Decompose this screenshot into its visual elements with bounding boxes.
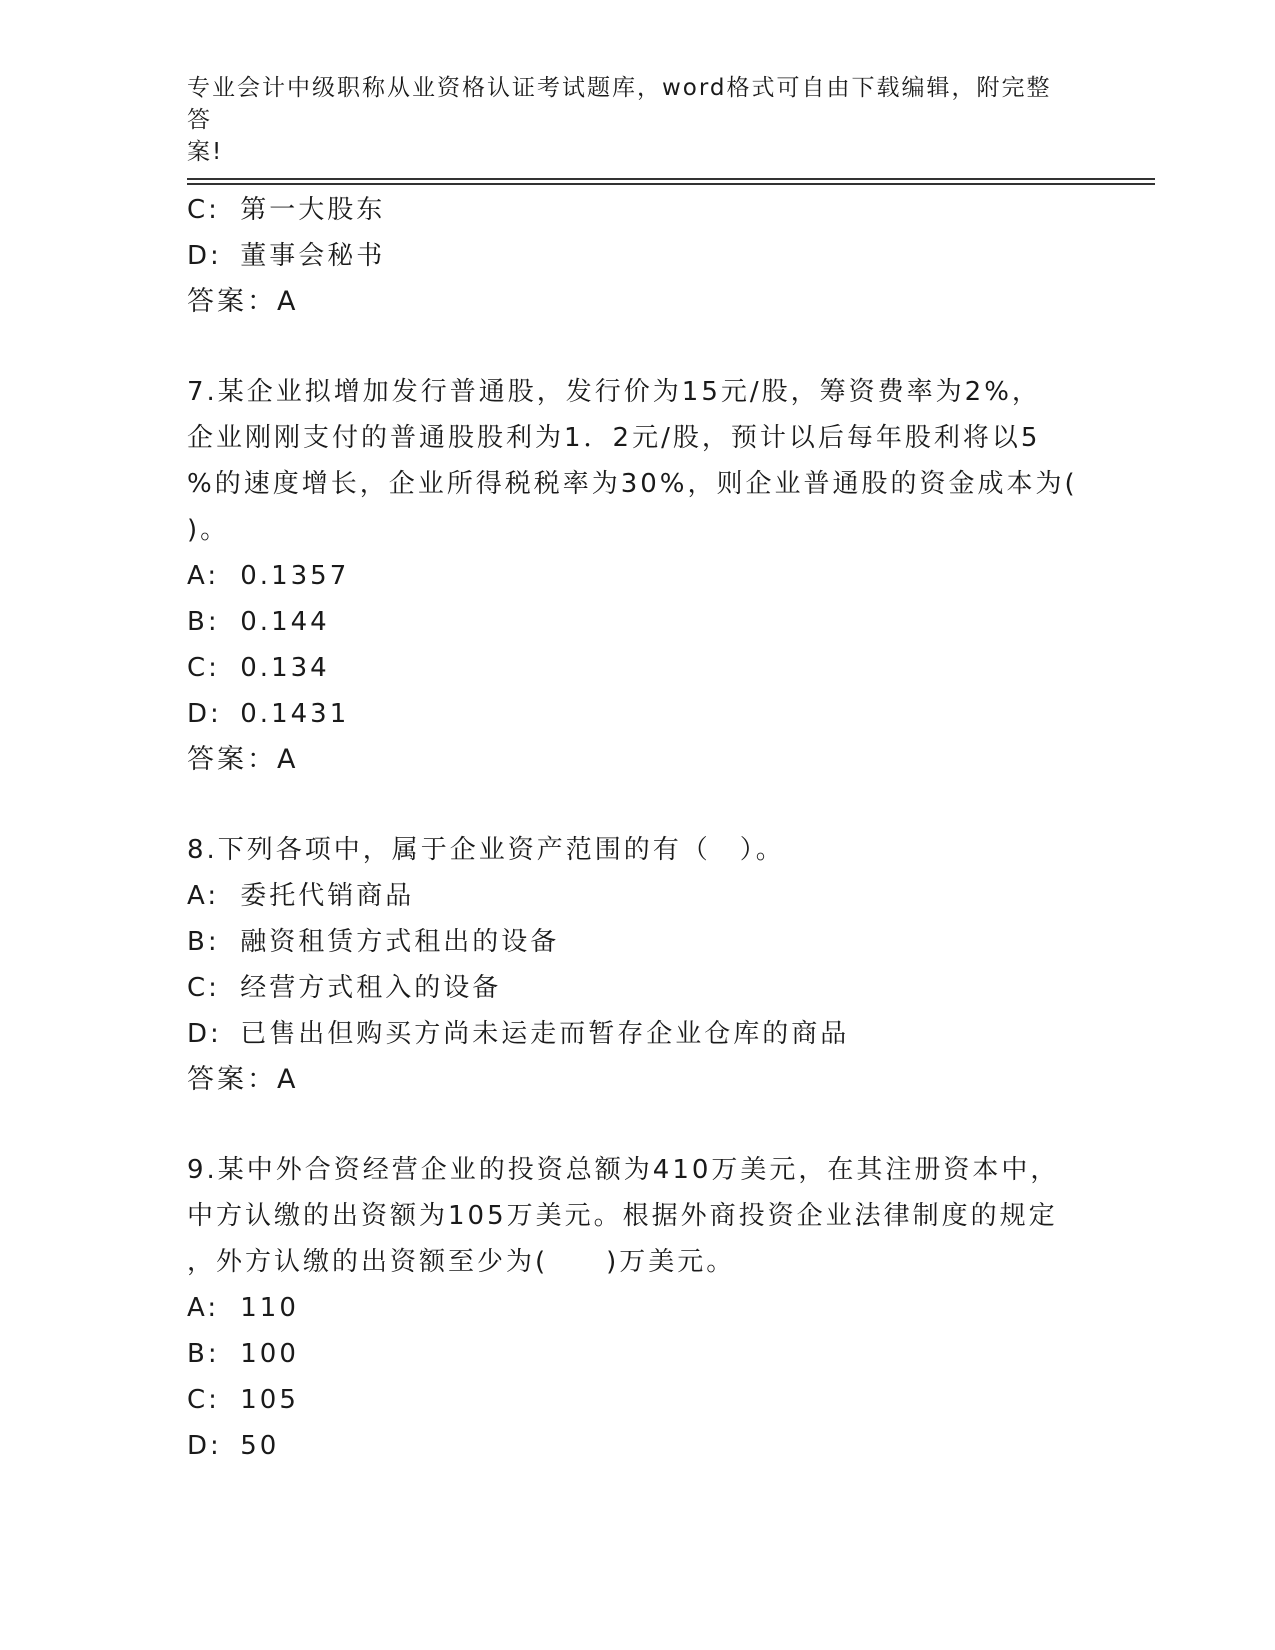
header-divider-bottom: [187, 183, 1155, 185]
question-8: [187, 827, 1087, 1103]
option-c: [187, 1377, 1087, 1423]
header-divider-top: [187, 178, 1155, 180]
option-text: 100: [240, 1339, 299, 1369]
option-text: 0.134: [240, 653, 330, 683]
option-key: C:: [187, 973, 220, 1003]
option-text: 已售出但购买方尚未运走而暂存企业仓库的商品: [240, 1019, 850, 1049]
option-text: 0.1357: [240, 561, 350, 591]
option-key: A:: [187, 561, 220, 591]
document-header: [187, 72, 1067, 168]
spacer: [187, 325, 1087, 369]
option-c: [187, 187, 1087, 233]
option-text: 董事会秘书: [240, 241, 386, 271]
option-text: 0.144: [240, 607, 330, 637]
question-text-line: %的速度增长，企业所得税税率为30%，则企业普通股的资金成本为(: [187, 469, 1078, 499]
option-text: 第一大股东: [240, 195, 386, 225]
option-d: [187, 233, 1087, 279]
answer-line: 答案：A: [187, 1064, 299, 1095]
option-b: [187, 1331, 1087, 1377]
option-key: B:: [187, 1339, 220, 1369]
option-d: [187, 1423, 1087, 1469]
question-text-line: 8.下列各项中，属于企业资产范围的有（ ）。: [187, 835, 785, 865]
option-a: [187, 1285, 1087, 1331]
option-key: D:: [187, 241, 222, 271]
option-key: C:: [187, 653, 220, 683]
question-7: [187, 369, 1087, 783]
option-key: B:: [187, 607, 220, 637]
question-text-line: )。: [187, 515, 230, 545]
spacer: [187, 1103, 1087, 1147]
option-b: [187, 599, 1087, 645]
option-key: B:: [187, 927, 220, 957]
question-text-line: 9.某中外合资经营企业的投资总额为410万美元，在其注册资本中，: [187, 1155, 1060, 1185]
option-text: 融资租赁方式租出的设备: [240, 927, 560, 957]
question-9: [187, 1147, 1087, 1469]
option-key: D:: [187, 1019, 222, 1049]
answer-line: 答案：A: [187, 744, 299, 775]
option-text: 110: [240, 1293, 299, 1323]
question-text-line: ，外方认缴的出资额至少为( )万美元。: [187, 1247, 736, 1277]
option-a: [187, 553, 1087, 599]
option-text: 委托代销商品: [240, 881, 415, 911]
option-key: C:: [187, 1385, 220, 1415]
question-text-line: 企业刚刚支付的普通股股利为1．2元/股，预计以后每年股利将以5: [187, 423, 1041, 453]
prev-question: [187, 187, 1087, 325]
option-key: D:: [187, 1431, 222, 1461]
option-text: 105: [240, 1385, 299, 1415]
option-d: [187, 1011, 1087, 1057]
option-key: D:: [187, 699, 222, 729]
option-key: C:: [187, 195, 220, 225]
spacer: [187, 783, 1087, 827]
question-text-line: 中方认缴的出资额为105万美元。根据外商投资企业法律制度的规定: [187, 1201, 1058, 1231]
option-d: [187, 691, 1087, 737]
answer-line: 答案：A: [187, 286, 299, 317]
option-key: A:: [187, 881, 220, 911]
option-b: [187, 919, 1087, 965]
question-content: [187, 187, 1087, 1469]
option-c: [187, 965, 1087, 1011]
option-text: 50: [240, 1431, 280, 1461]
option-key: A:: [187, 1293, 220, 1323]
question-text-line: 7.某企业拟增加发行普通股，发行价为15元/股，筹资费率为2%，: [187, 377, 1041, 407]
header-line-2: 案!: [187, 139, 224, 165]
option-text: 0.1431: [240, 699, 350, 729]
option-text: 经营方式租入的设备: [240, 973, 502, 1003]
option-c: [187, 645, 1087, 691]
option-a: [187, 873, 1087, 919]
header-line-1: 专业会计中级职称从业资格认证考试题库，word格式可自由下载编辑，附完整答: [187, 75, 1052, 133]
